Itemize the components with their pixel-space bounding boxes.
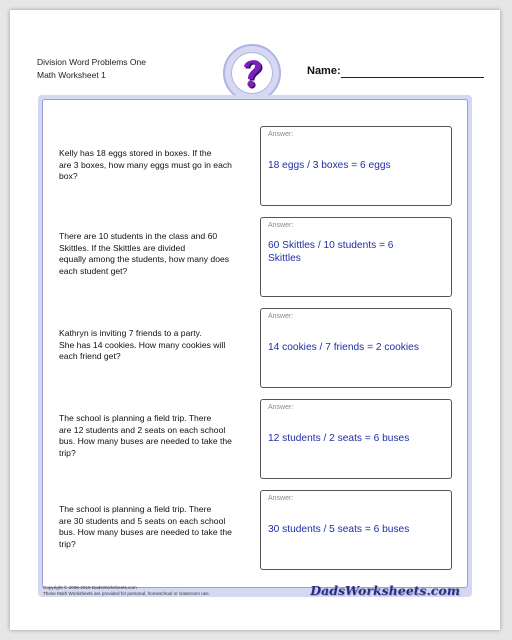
answer-label: Answer:: [268, 313, 294, 320]
problem-row-1: [43, 126, 469, 217]
worksheet-subtitle: Math Worksheet 1: [37, 70, 106, 80]
answer-box[interactable]: [260, 399, 452, 479]
answer-label: Answer:: [268, 222, 294, 229]
title-block: [37, 56, 146, 82]
problem-text: Kelly has 18 eggs stored in boxes. If the are 3 boxes, how many eggs must go in each box?: [59, 148, 232, 181]
problem-row-2: [43, 217, 469, 308]
problems-frame: [38, 95, 472, 597]
answer-box[interactable]: [260, 490, 452, 570]
worksheet-title: Division Word Problems One: [37, 57, 146, 67]
problems-panel: [42, 99, 468, 588]
logo-badge: [223, 44, 281, 102]
answer-text: 12 students / 2 seats = 6 buses: [268, 433, 410, 444]
usage-note: These Math Worksheets are provided for personal, homeschool or classroom use.: [43, 591, 210, 596]
problem-row-4: [43, 399, 469, 490]
worksheet-page: [10, 10, 500, 630]
answer-label: Answer:: [268, 404, 294, 411]
footer-copyright: [43, 585, 210, 597]
logo-inner-circle: [231, 52, 273, 94]
answer-box[interactable]: [260, 308, 452, 388]
answer-text: 18 eggs / 3 boxes = 6 eggs: [268, 160, 391, 171]
name-line[interactable]: [341, 77, 484, 78]
answer-box[interactable]: [260, 126, 452, 206]
name-label: Name:: [307, 65, 341, 77]
question-mark-icon: [237, 56, 267, 92]
answer-text: 60 Skittles / 10 students = 6 Skittles: [268, 240, 394, 264]
problem-row-3: [43, 308, 469, 399]
problem-text: Kathryn is inviting 7 friends to a party. She has 14 cookies. How many cookies will each friend get?: [59, 328, 226, 361]
answer-label: Answer:: [268, 495, 294, 502]
answer-text: 30 students / 5 seats = 6 buses: [268, 524, 410, 535]
problem-text: The school is planning a field trip. There are 12 students and 2 seats on each school bus. How many buses are needed to take the trip?: [59, 413, 232, 458]
problem-text: There are 10 students in the class and 60 Skittles. If the Skittles are divided equally among the students, how many does each student get?: [59, 231, 230, 276]
problem-text: The school is planning a field trip. There are 30 students and 5 seats on each school bus. How many buses are needed to take the trip?: [59, 504, 232, 549]
copyright-text: Copyright © 2008-2019 DadsWorksheets.com: [43, 585, 137, 590]
brand-logo: DadsWorksheets.com: [310, 583, 460, 598]
problem-row-5: [43, 490, 469, 581]
answer-box[interactable]: [260, 217, 452, 297]
answer-label: Answer:: [268, 131, 294, 138]
answer-text: 14 cookies / 7 friends = 2 cookies: [268, 342, 419, 353]
